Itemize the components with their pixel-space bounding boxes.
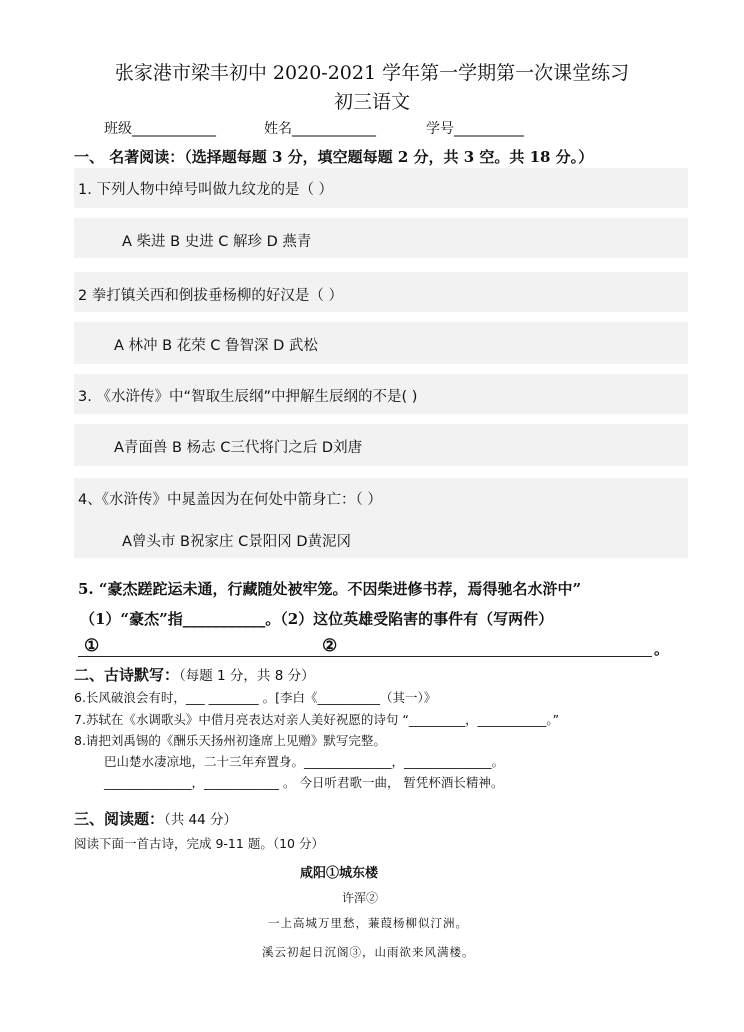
q7: 7.苏轼在《水调歌头》中借月亮表达对亲人美好祝愿的诗句 “_________，___________。” xyxy=(74,712,560,727)
section3-heading-row xyxy=(74,808,237,829)
q5-stem: 5. “豪杰蹉跎运未通，行藏随处被牢笼。不因柴进修书荐，焉得驰名水浒中” xyxy=(78,580,582,598)
q3-stem: 3. 《水浒传》中“智取生辰纲”中押解生辰纲的不是( ) xyxy=(78,389,418,405)
q2-stem: 2 拳打镇关西和倒拔垂杨柳的好汉是（ ） xyxy=(78,288,343,304)
poem-recite-line1: 巴山楚水凄凉地，二十三年弃置身。______________，______________。 xyxy=(104,754,505,769)
q2-options: A 林冲 B 花荣 C 鲁智深 D 武松 xyxy=(114,338,318,354)
q8: 8.请把刘禹锡的《酬乐天扬州初逢席上见赠》默写完整。 xyxy=(74,733,386,748)
q5-answer-line xyxy=(78,656,652,657)
name-field: 姓名____________ xyxy=(264,121,376,137)
q1-options: A 柴进 B 史进 C 解珍 D 燕青 xyxy=(122,234,312,250)
q3-options: A青面兽 B 杨志 C三代将门之后 D刘唐 xyxy=(114,440,363,456)
poem-line2: 溪云初起日沉阁③，山雨欲来风满楼。 xyxy=(262,945,475,959)
section3-heading: 三、阅读题： xyxy=(74,810,165,828)
q5-blank2-marker: ② xyxy=(322,636,338,656)
q5-sub: （1）“豪杰”指___________。（2）这位英雄受陷害的事件有（写两件） xyxy=(80,610,554,628)
reading-intro: 阅读下面一首古诗，完成 9-11 题。（10 分） xyxy=(74,836,324,851)
section1-heading: 一、 名著阅读：（选择题每题 3 分，填空题每题 2 分，共 3 空。共 18 分。） xyxy=(74,148,594,166)
poem-author: 许浑② xyxy=(342,891,379,905)
poem-line1: 一上高城万里愁，蒹葭杨柳似汀洲。 xyxy=(268,916,468,930)
section2-score: （每题 1 分，共 8 分） xyxy=(179,668,315,684)
exam-title: 张家港市梁丰初中 2020-2021 学年第一学期第一次课堂练习 xyxy=(114,62,630,84)
student-number-field: 学号__________ xyxy=(426,121,524,137)
exam-subtitle: 初三语文 xyxy=(333,91,410,113)
q5-blank1-marker: ① xyxy=(84,636,100,656)
q4-stem: 4、《水浒传》中晁盖因为在何处中箭身亡：（ ） xyxy=(78,492,382,508)
poem-title: 咸阳①城东楼 xyxy=(300,866,379,881)
section2-heading: 二、古诗默写： xyxy=(74,666,180,684)
section2-heading-row xyxy=(74,664,315,685)
section3-score: （共 44 分） xyxy=(164,812,238,828)
q6: 6.长风破浪会有时，___ ________ 。[李白《__________（其一）》 xyxy=(74,690,437,705)
q4-options: A曾头市 B祝家庄 C景阳冈 D黄泥冈 xyxy=(122,534,351,550)
q5-end-mark: 。 xyxy=(654,640,670,658)
q1-stem: 1. 下列人物中绰号叫做九纹龙的是（ ） xyxy=(78,182,334,198)
poem-recite-line2: ______________，____________ 。 今日听君歌一曲， 暂凭杯酒长精神。 xyxy=(104,775,504,790)
class-field: 班级____________ xyxy=(104,121,216,137)
